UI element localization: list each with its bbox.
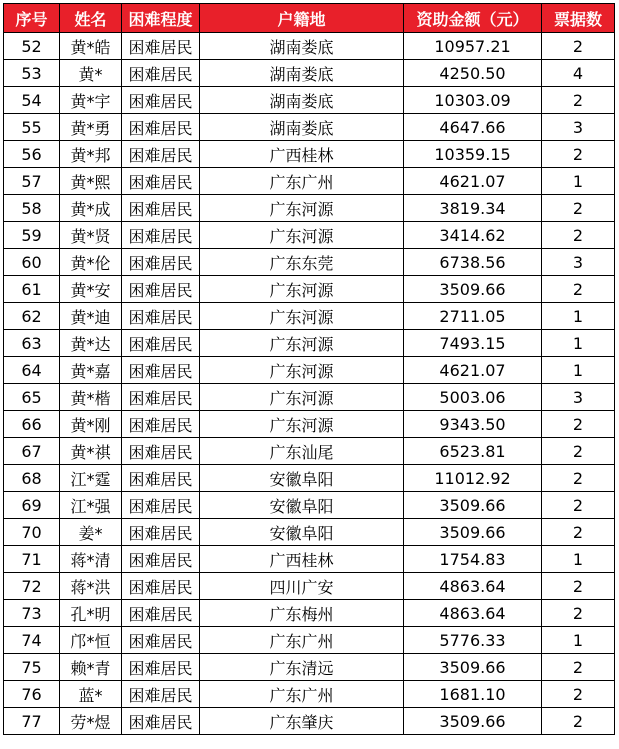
cell-hardship-level: 困难居民 bbox=[122, 195, 200, 222]
cell-receipt-count: 2 bbox=[542, 33, 615, 60]
table-row bbox=[4, 357, 615, 384]
cell-aid-amount: 3509.66 bbox=[404, 708, 542, 735]
cell-name: 黄*祺 bbox=[60, 438, 122, 465]
cell-receipt-count: 2 bbox=[542, 276, 615, 303]
cell-serial: 75 bbox=[4, 654, 60, 681]
cell-name: 孔*明 bbox=[60, 600, 122, 627]
cell-hardship-level: 困难居民 bbox=[122, 303, 200, 330]
table-row bbox=[4, 222, 615, 249]
cell-household-origin: 安徽阜阳 bbox=[200, 492, 404, 519]
header-receipt-count: 票据数 bbox=[542, 4, 615, 33]
cell-receipt-count: 2 bbox=[542, 519, 615, 546]
cell-receipt-count: 2 bbox=[542, 600, 615, 627]
cell-name: 黄*邦 bbox=[60, 141, 122, 168]
table-row bbox=[4, 303, 615, 330]
cell-name: 邝*恒 bbox=[60, 627, 122, 654]
cell-name: 黄*皓 bbox=[60, 33, 122, 60]
cell-household-origin: 广东河源 bbox=[200, 303, 404, 330]
header-serial: 序号 bbox=[4, 4, 60, 33]
cell-serial: 73 bbox=[4, 600, 60, 627]
cell-receipt-count: 1 bbox=[542, 303, 615, 330]
table-row bbox=[4, 33, 615, 60]
cell-receipt-count: 3 bbox=[542, 249, 615, 276]
cell-receipt-count: 2 bbox=[542, 492, 615, 519]
table-row bbox=[4, 546, 615, 573]
cell-serial: 68 bbox=[4, 465, 60, 492]
cell-household-origin: 广东河源 bbox=[200, 276, 404, 303]
cell-serial: 65 bbox=[4, 384, 60, 411]
cell-household-origin: 广西桂林 bbox=[200, 141, 404, 168]
cell-serial: 52 bbox=[4, 33, 60, 60]
cell-hardship-level: 困难居民 bbox=[122, 60, 200, 87]
cell-name: 赖*青 bbox=[60, 654, 122, 681]
cell-aid-amount: 4863.64 bbox=[404, 573, 542, 600]
cell-household-origin: 广东河源 bbox=[200, 411, 404, 438]
cell-receipt-count: 3 bbox=[542, 114, 615, 141]
cell-hardship-level: 困难居民 bbox=[122, 357, 200, 384]
cell-aid-amount: 3509.66 bbox=[404, 654, 542, 681]
header-household-origin: 户籍地 bbox=[200, 4, 404, 33]
cell-hardship-level: 困难居民 bbox=[122, 519, 200, 546]
cell-receipt-count: 1 bbox=[542, 330, 615, 357]
cell-serial: 70 bbox=[4, 519, 60, 546]
cell-name: 蓝* bbox=[60, 681, 122, 708]
cell-hardship-level: 困难居民 bbox=[122, 573, 200, 600]
cell-receipt-count: 1 bbox=[542, 168, 615, 195]
header-hardship-level: 困难程度 bbox=[122, 4, 200, 33]
cell-aid-amount: 5003.06 bbox=[404, 384, 542, 411]
cell-receipt-count: 2 bbox=[542, 438, 615, 465]
cell-serial: 62 bbox=[4, 303, 60, 330]
cell-receipt-count: 2 bbox=[542, 465, 615, 492]
cell-name: 黄*勇 bbox=[60, 114, 122, 141]
table-row bbox=[4, 438, 615, 465]
cell-aid-amount: 3509.66 bbox=[404, 492, 542, 519]
cell-household-origin: 广东广州 bbox=[200, 681, 404, 708]
cell-aid-amount: 10957.21 bbox=[404, 33, 542, 60]
table-row bbox=[4, 168, 615, 195]
cell-aid-amount: 1681.10 bbox=[404, 681, 542, 708]
cell-serial: 67 bbox=[4, 438, 60, 465]
cell-aid-amount: 4250.50 bbox=[404, 60, 542, 87]
cell-name: 蒋*清 bbox=[60, 546, 122, 573]
cell-serial: 57 bbox=[4, 168, 60, 195]
cell-hardship-level: 困难居民 bbox=[122, 492, 200, 519]
cell-aid-amount: 4621.07 bbox=[404, 357, 542, 384]
cell-serial: 66 bbox=[4, 411, 60, 438]
cell-receipt-count: 1 bbox=[542, 357, 615, 384]
cell-name: 姜* bbox=[60, 519, 122, 546]
cell-name: 黄*达 bbox=[60, 330, 122, 357]
cell-serial: 63 bbox=[4, 330, 60, 357]
cell-hardship-level: 困难居民 bbox=[122, 249, 200, 276]
cell-name: 黄*迪 bbox=[60, 303, 122, 330]
cell-receipt-count: 2 bbox=[542, 411, 615, 438]
cell-hardship-level: 困难居民 bbox=[122, 546, 200, 573]
cell-hardship-level: 困难居民 bbox=[122, 222, 200, 249]
cell-serial: 72 bbox=[4, 573, 60, 600]
table-body bbox=[4, 33, 615, 735]
cell-household-origin: 广东河源 bbox=[200, 330, 404, 357]
cell-aid-amount: 3819.34 bbox=[404, 195, 542, 222]
cell-serial: 58 bbox=[4, 195, 60, 222]
cell-serial: 60 bbox=[4, 249, 60, 276]
cell-name: 黄*刚 bbox=[60, 411, 122, 438]
cell-hardship-level: 困难居民 bbox=[122, 438, 200, 465]
cell-hardship-level: 困难居民 bbox=[122, 141, 200, 168]
cell-hardship-level: 困难居民 bbox=[122, 276, 200, 303]
cell-household-origin: 广东河源 bbox=[200, 195, 404, 222]
cell-receipt-count: 2 bbox=[542, 654, 615, 681]
cell-name: 劳*煜 bbox=[60, 708, 122, 735]
cell-serial: 59 bbox=[4, 222, 60, 249]
cell-household-origin: 广东清远 bbox=[200, 654, 404, 681]
table-header bbox=[4, 4, 615, 33]
table-row bbox=[4, 195, 615, 222]
cell-household-origin: 湖南娄底 bbox=[200, 60, 404, 87]
cell-hardship-level: 困难居民 bbox=[122, 681, 200, 708]
cell-household-origin: 广东梅州 bbox=[200, 600, 404, 627]
cell-household-origin: 广东河源 bbox=[200, 384, 404, 411]
table-row bbox=[4, 600, 615, 627]
cell-receipt-count: 4 bbox=[542, 60, 615, 87]
cell-aid-amount: 9343.50 bbox=[404, 411, 542, 438]
beneficiary-table bbox=[3, 3, 615, 735]
cell-household-origin: 广东河源 bbox=[200, 222, 404, 249]
table-row bbox=[4, 654, 615, 681]
table-row bbox=[4, 492, 615, 519]
cell-aid-amount: 6738.56 bbox=[404, 249, 542, 276]
table-row bbox=[4, 411, 615, 438]
cell-hardship-level: 困难居民 bbox=[122, 600, 200, 627]
cell-hardship-level: 困难居民 bbox=[122, 654, 200, 681]
cell-name: 黄*楷 bbox=[60, 384, 122, 411]
cell-household-origin: 广西桂林 bbox=[200, 546, 404, 573]
cell-name: 江*强 bbox=[60, 492, 122, 519]
table-row bbox=[4, 465, 615, 492]
header-aid-amount: 资助金额（元） bbox=[404, 4, 542, 33]
cell-hardship-level: 困难居民 bbox=[122, 411, 200, 438]
cell-serial: 61 bbox=[4, 276, 60, 303]
cell-serial: 53 bbox=[4, 60, 60, 87]
cell-household-origin: 广东肇庆 bbox=[200, 708, 404, 735]
cell-serial: 69 bbox=[4, 492, 60, 519]
cell-aid-amount: 11012.92 bbox=[404, 465, 542, 492]
cell-aid-amount: 4621.07 bbox=[404, 168, 542, 195]
table-row bbox=[4, 330, 615, 357]
cell-aid-amount: 4647.66 bbox=[404, 114, 542, 141]
cell-name: 江*霆 bbox=[60, 465, 122, 492]
cell-serial: 74 bbox=[4, 627, 60, 654]
cell-receipt-count: 2 bbox=[542, 141, 615, 168]
cell-receipt-count: 1 bbox=[542, 546, 615, 573]
cell-aid-amount: 6523.81 bbox=[404, 438, 542, 465]
header-name: 姓名 bbox=[60, 4, 122, 33]
cell-serial: 55 bbox=[4, 114, 60, 141]
cell-hardship-level: 困难居民 bbox=[122, 33, 200, 60]
cell-name: 黄* bbox=[60, 60, 122, 87]
cell-household-origin: 四川广安 bbox=[200, 573, 404, 600]
cell-household-origin: 湖南娄底 bbox=[200, 87, 404, 114]
cell-household-origin: 广东汕尾 bbox=[200, 438, 404, 465]
cell-aid-amount: 3509.66 bbox=[404, 519, 542, 546]
cell-aid-amount: 3509.66 bbox=[404, 276, 542, 303]
cell-name: 黄*熙 bbox=[60, 168, 122, 195]
table-row bbox=[4, 681, 615, 708]
cell-name: 黄*嘉 bbox=[60, 357, 122, 384]
cell-aid-amount: 4863.64 bbox=[404, 600, 542, 627]
cell-hardship-level: 困难居民 bbox=[122, 114, 200, 141]
cell-name: 蒋*洪 bbox=[60, 573, 122, 600]
cell-receipt-count: 2 bbox=[542, 87, 615, 114]
cell-receipt-count: 2 bbox=[542, 708, 615, 735]
header-row bbox=[4, 4, 615, 33]
table-row bbox=[4, 384, 615, 411]
table-row bbox=[4, 519, 615, 546]
cell-household-origin: 广东广州 bbox=[200, 168, 404, 195]
cell-hardship-level: 困难居民 bbox=[122, 465, 200, 492]
cell-household-origin: 广东河源 bbox=[200, 357, 404, 384]
cell-serial: 64 bbox=[4, 357, 60, 384]
cell-hardship-level: 困难居民 bbox=[122, 708, 200, 735]
cell-aid-amount: 10359.15 bbox=[404, 141, 542, 168]
cell-aid-amount: 2711.05 bbox=[404, 303, 542, 330]
cell-aid-amount: 7493.15 bbox=[404, 330, 542, 357]
cell-hardship-level: 困难居民 bbox=[122, 627, 200, 654]
cell-household-origin: 广东广州 bbox=[200, 627, 404, 654]
cell-hardship-level: 困难居民 bbox=[122, 168, 200, 195]
cell-serial: 54 bbox=[4, 87, 60, 114]
table-row bbox=[4, 87, 615, 114]
cell-aid-amount: 5776.33 bbox=[404, 627, 542, 654]
table-row bbox=[4, 276, 615, 303]
cell-household-origin: 广东东莞 bbox=[200, 249, 404, 276]
cell-household-origin: 湖南娄底 bbox=[200, 114, 404, 141]
cell-receipt-count: 2 bbox=[542, 222, 615, 249]
cell-serial: 77 bbox=[4, 708, 60, 735]
table-row bbox=[4, 114, 615, 141]
table-row bbox=[4, 573, 615, 600]
cell-name: 黄*贤 bbox=[60, 222, 122, 249]
cell-serial: 76 bbox=[4, 681, 60, 708]
cell-serial: 71 bbox=[4, 546, 60, 573]
cell-receipt-count: 3 bbox=[542, 384, 615, 411]
cell-name: 黄*成 bbox=[60, 195, 122, 222]
cell-receipt-count: 1 bbox=[542, 627, 615, 654]
cell-name: 黄*伦 bbox=[60, 249, 122, 276]
table-row bbox=[4, 141, 615, 168]
table-row bbox=[4, 249, 615, 276]
cell-household-origin: 安徽阜阳 bbox=[200, 519, 404, 546]
cell-aid-amount: 1754.83 bbox=[404, 546, 542, 573]
table-row bbox=[4, 60, 615, 87]
cell-household-origin: 湖南娄底 bbox=[200, 33, 404, 60]
cell-receipt-count: 2 bbox=[542, 681, 615, 708]
cell-household-origin: 安徽阜阳 bbox=[200, 465, 404, 492]
cell-aid-amount: 10303.09 bbox=[404, 87, 542, 114]
cell-receipt-count: 2 bbox=[542, 573, 615, 600]
table-row bbox=[4, 708, 615, 735]
cell-hardship-level: 困难居民 bbox=[122, 384, 200, 411]
cell-hardship-level: 困难居民 bbox=[122, 330, 200, 357]
cell-receipt-count: 2 bbox=[542, 195, 615, 222]
cell-serial: 56 bbox=[4, 141, 60, 168]
table-row bbox=[4, 627, 615, 654]
cell-name: 黄*宇 bbox=[60, 87, 122, 114]
cell-hardship-level: 困难居民 bbox=[122, 87, 200, 114]
cell-aid-amount: 3414.62 bbox=[404, 222, 542, 249]
cell-name: 黄*安 bbox=[60, 276, 122, 303]
